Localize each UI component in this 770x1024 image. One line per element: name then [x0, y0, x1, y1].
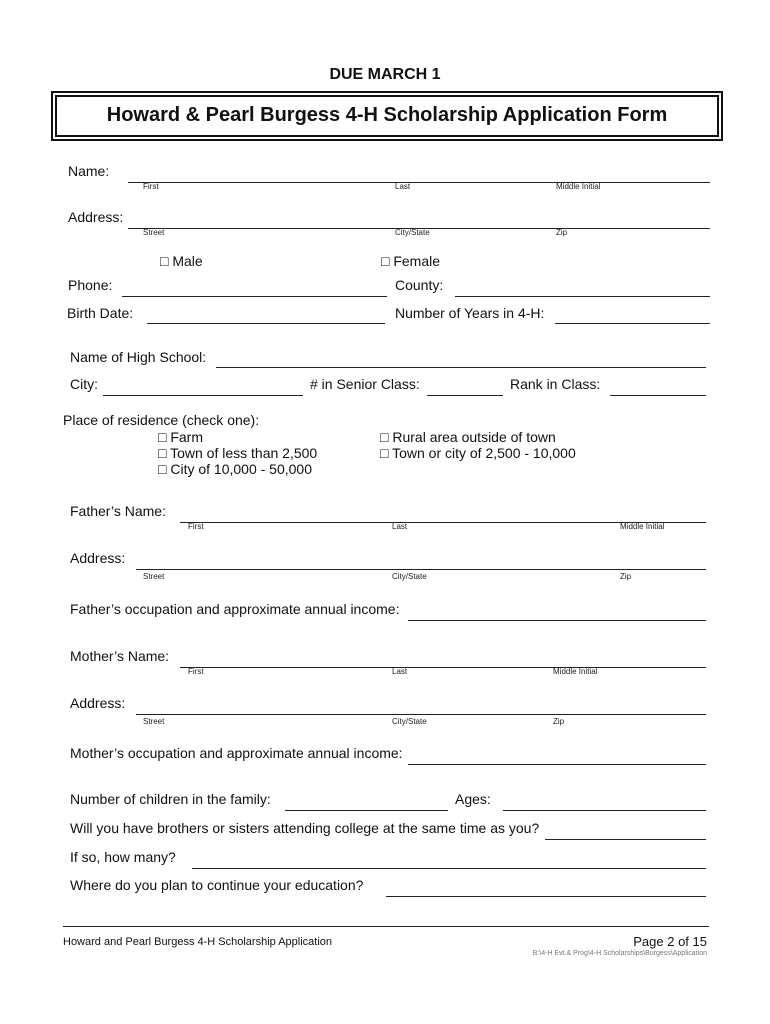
how-many-label: If so, how many? [70, 849, 176, 865]
mother-occupation-label: Mother’s occupation and approximate annual income: [70, 745, 403, 761]
birth-date-input-line[interactable] [147, 323, 385, 324]
senior-class-input-line[interactable] [427, 395, 503, 396]
residence-heading: Place of residence (check one): [63, 412, 260, 428]
mother-address-label: Address: [70, 695, 126, 711]
father-address-input-line[interactable] [136, 569, 706, 570]
years-input-line[interactable] [555, 323, 710, 324]
name-input-line[interactable] [128, 182, 710, 183]
mother-occupation-input-line[interactable] [408, 764, 706, 765]
address-citystate-caption: City/State [395, 228, 430, 237]
phone-input-line[interactable] [122, 296, 387, 297]
father-citystate-caption: City/State [392, 572, 427, 581]
address-street-caption: Street [143, 228, 165, 237]
residence-rural-option[interactable]: □ Rural area outside of town [380, 429, 556, 445]
mother-address-input-line[interactable] [136, 714, 706, 715]
residence-farm-option[interactable]: □ Farm [158, 429, 204, 445]
education-input-line[interactable] [386, 896, 706, 897]
mother-first-caption: First [188, 667, 204, 676]
residence-town-small-option[interactable]: □ Town of less than 2,500 [158, 445, 318, 461]
high-school-label: Name of High School: [70, 349, 207, 365]
father-first-caption: First [188, 522, 204, 531]
female-checkbox[interactable]: □ Female [381, 253, 441, 269]
father-middle-caption: Middle Initial [620, 522, 665, 531]
county-input-line[interactable] [455, 296, 710, 297]
county-label: County: [395, 277, 444, 293]
father-zip-caption: Zip [620, 572, 632, 581]
mother-name-label: Mother’s Name: [70, 648, 170, 664]
due-date: DUE MARCH 1 [329, 66, 441, 83]
address-zip-caption: Zip [556, 228, 568, 237]
father-occupation-input-line[interactable] [408, 620, 706, 621]
father-street-caption: Street [143, 572, 165, 581]
city-label: City: [70, 376, 98, 392]
how-many-input-line[interactable] [192, 868, 706, 869]
name-last-caption: Last [395, 182, 411, 191]
rank-input-line[interactable] [610, 395, 706, 396]
senior-class-label: # in Senior Class: [310, 376, 420, 392]
father-occupation-label: Father’s occupation and approximate annual income: [70, 601, 400, 617]
name-middle-caption: Middle Initial [556, 182, 601, 191]
name-label: Name: [68, 163, 110, 179]
title-box [55, 95, 719, 137]
residence-city-option[interactable]: □ City of 10,000 - 50,000 [158, 461, 312, 477]
address-label: Address: [68, 209, 124, 225]
mother-name-input-line[interactable] [180, 667, 706, 668]
page-number: Page 2 of 15 [633, 934, 707, 949]
male-checkbox[interactable]: □ Male [160, 253, 203, 269]
footer-title: Howard and Pearl Burgess 4-H Scholarship Application [63, 936, 333, 948]
mother-citystate-caption: City/State [392, 717, 427, 726]
siblings-input-line[interactable] [545, 839, 706, 840]
footer-divider [63, 926, 709, 927]
form-title: Howard & Pearl Burgess 4-H Scholarship Application Form [106, 104, 668, 126]
education-label: Where do you plan to continue your education? [70, 877, 364, 893]
years-label: Number of Years in 4-H: [395, 305, 545, 321]
birth-date-label: Birth Date: [67, 305, 134, 321]
mother-street-caption: Street [143, 717, 165, 726]
children-label: Number of children in the family: [70, 791, 271, 807]
residence-town-mid-option[interactable]: □ Town or city of 2,500 - 10,000 [380, 445, 576, 461]
father-last-caption: Last [392, 522, 408, 531]
rank-label: Rank in Class: [510, 376, 601, 392]
name-first-caption: First [143, 182, 159, 191]
high-school-input-line[interactable] [216, 367, 706, 368]
file-path: B:\4-H Evt.& Prog\4-H Scholarships\Burgess\Application [532, 950, 707, 957]
ages-label: Ages: [455, 791, 491, 807]
children-input-line[interactable] [285, 810, 448, 811]
mother-zip-caption: Zip [553, 717, 565, 726]
phone-label: Phone: [68, 277, 113, 293]
father-address-label: Address: [70, 550, 126, 566]
siblings-label: Will you have brothers or sisters attending college at the same time as you? [70, 820, 540, 836]
father-name-label: Father’s Name: [70, 503, 166, 519]
ages-input-line[interactable] [503, 810, 706, 811]
mother-last-caption: Last [392, 667, 408, 676]
mother-middle-caption: Middle Initial [553, 667, 598, 676]
city-input-line[interactable] [103, 395, 303, 396]
